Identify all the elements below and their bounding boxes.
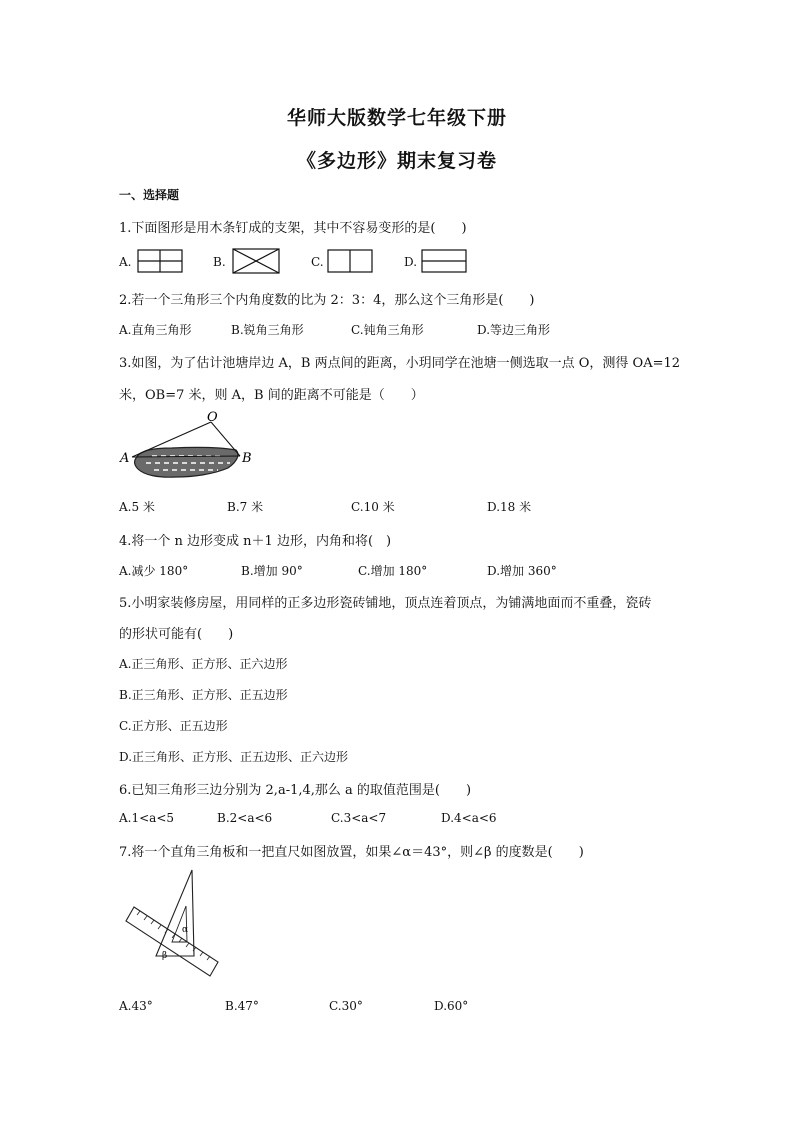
question-7-text: 7.将一个直角三角板和一把直尺如图放置，如果∠α＝43°，则∠β 的度数是( ) — [119, 845, 584, 860]
q5-option-c: C.正方形、正五边形 — [119, 719, 228, 733]
q3-option-c: C.10 米 — [351, 500, 395, 514]
q4-option-a: A.减少 180° — [119, 564, 189, 578]
q2-option-a: A.直角三角形 — [119, 323, 192, 337]
label-a: A — [120, 451, 130, 466]
section-heading: 一、选择题 — [119, 188, 180, 202]
q1-figure-d — [421, 249, 467, 273]
q1-option-b: B. — [213, 255, 226, 269]
q1-option-c: C. — [311, 255, 324, 269]
q1-option-d: D. — [404, 255, 418, 269]
question-5-text-line-1: 5.小明家装修房屋，用同样的正多边形瓷砖铺地，顶点连着顶点，为铺满地面而不重叠，瓷砖 — [119, 596, 652, 611]
q4-option-b: B.增加 90° — [241, 564, 303, 578]
q2-option-b: B.锐角三角形 — [231, 323, 304, 337]
q4-option-d: D.增加 360° — [487, 564, 557, 578]
q1-figure-c — [327, 249, 373, 273]
question-6-text: 6.已知三角形三边分别为 2,a-1,4,那么 a 的取值范围是( ) — [119, 783, 472, 798]
q2-option-d: D.等边三角形 — [477, 323, 551, 337]
q3-option-d: D.18 米 — [487, 500, 532, 514]
label-alpha: α — [182, 925, 189, 935]
question-3-text-line-1: 3.如图，为了估计池塘岸边 A，B 两点间的距离，小玥同学在池塘一侧选取一点 O，测得 OA=12 — [119, 356, 681, 371]
q1-option-a: A. — [119, 255, 132, 269]
question-1-text: 1.下面图形是用木条钉成的支架，其中不容易变形的是( ) — [119, 221, 467, 236]
q6-option-b: B.2<a<6 — [217, 811, 273, 825]
pond-figure — [114, 406, 260, 486]
q5-option-a: A.正三角形、正方形、正六边形 — [119, 657, 288, 671]
q3-option-b: B.7 米 — [227, 500, 264, 514]
q1-figure-b — [232, 248, 280, 274]
q5-option-b: B.正三角形、正方形、正五边形 — [119, 688, 288, 702]
q7-option-c: C.30° — [329, 999, 363, 1013]
q1-figure-a — [137, 249, 183, 273]
question-5-text-line-2: 的形状可能有( ) — [119, 627, 234, 642]
q6-option-c: C.3<a<7 — [331, 811, 387, 825]
question-3-text-line-2: 米，OB=7 米，则 A，B 间的距离不可能是（ ） — [119, 388, 424, 403]
document-title: 华师大版数学七年级下册 — [286, 107, 507, 129]
q6-option-d: D.4<a<6 — [441, 811, 497, 825]
document-subtitle: 《多边形》期末复习卷 — [296, 150, 497, 172]
label-o: O — [207, 410, 218, 425]
q7-option-a: A.43° — [119, 999, 153, 1013]
label-b: B — [242, 451, 252, 466]
q3-option-a: A.5 米 — [119, 500, 155, 514]
triangle-ruler-figure — [120, 866, 226, 986]
q7-option-b: B.47° — [225, 999, 259, 1013]
question-4-text: 4.将一个 n 边形变成 n＋1 边形，内角和将( ) — [119, 534, 392, 549]
q2-option-c: C.钝角三角形 — [351, 323, 424, 337]
q6-option-a: A.1<a<5 — [119, 811, 175, 825]
q5-option-d: D.正三角形、正方形、正五边形、正六边形 — [119, 750, 349, 764]
label-beta: β — [162, 951, 168, 961]
q4-option-c: C.增加 180° — [358, 564, 428, 578]
question-2-text: 2.若一个三角形三个内角度数的比为 2：3：4，那么这个三角形是( ) — [119, 293, 535, 308]
q7-option-d: D.60° — [434, 999, 469, 1013]
